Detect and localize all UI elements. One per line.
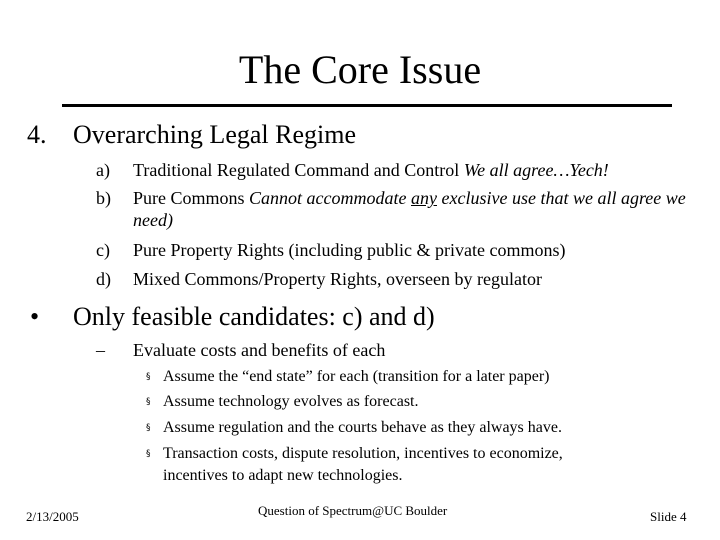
point-4-text: Overarching Legal Regime <box>73 120 356 149</box>
subitem-b-italic-after: exclusive use that we all agree we need) <box>133 188 686 230</box>
section-item <box>146 443 616 487</box>
subitem-a-italic: We all agree…Yech! <box>463 160 609 180</box>
bullet-text: Only feasible candidates: c) and d) <box>73 302 435 331</box>
subitem-b <box>96 187 686 231</box>
subitem-d-marker: d) <box>96 269 111 289</box>
subitem-a-plain: Traditional Regulated Command and Control <box>133 160 464 180</box>
section-sign-icon: § <box>146 397 151 407</box>
bullet-marker: • <box>30 302 40 331</box>
section-item-text: Assume the “end state” for each (transition for a later paper) <box>163 368 550 385</box>
section-item <box>146 391 616 413</box>
subitem-d <box>96 268 686 290</box>
subitem-b-italic-before: Cannot accommodate <box>249 188 411 208</box>
footer-title: Question of Spectrum@UC Boulder <box>258 503 448 518</box>
footer-date: 2/13/2005 <box>26 509 79 524</box>
subitem-a <box>96 159 686 181</box>
subitem-b-italic-underlined: any <box>411 188 437 208</box>
subitem-c-text: Pure Property Rights (including public & private commons) <box>133 240 566 260</box>
section-item <box>146 366 616 388</box>
dash-marker: – <box>96 340 105 360</box>
subitem-b-text <box>133 187 686 231</box>
subitem-a-text <box>133 159 686 181</box>
section-item-text: Assume regulation and the courts behave as they always have. <box>163 419 562 436</box>
subitem-a-marker: a) <box>96 160 110 180</box>
subitem-c <box>96 239 686 261</box>
slide-title: The Core Issue <box>238 47 482 92</box>
title-underline <box>62 104 672 107</box>
section-sign-icon: § <box>146 423 151 433</box>
dash-text: Evaluate costs and benefits of each <box>133 340 386 360</box>
subitem-d-text: Mixed Commons/Property Rights, overseen by regulator <box>133 269 542 289</box>
subitem-c-marker: c) <box>96 240 110 260</box>
section-sign-icon: § <box>146 449 151 459</box>
dash-point <box>96 339 385 361</box>
subitem-b-marker: b) <box>96 188 111 208</box>
section-sign-icon: § <box>146 372 151 382</box>
point-4-marker: 4. <box>27 120 47 149</box>
section-item <box>146 417 616 439</box>
slide-number: Slide 4 <box>650 509 687 524</box>
section-item-text: Assume technology evolves as forecast. <box>163 393 419 410</box>
section-item-text: Transaction costs, dispute resolution, incentives to economize, incentives to adapt new technologies. <box>163 445 563 484</box>
subitem-b-plain: Pure Commons <box>133 188 250 208</box>
